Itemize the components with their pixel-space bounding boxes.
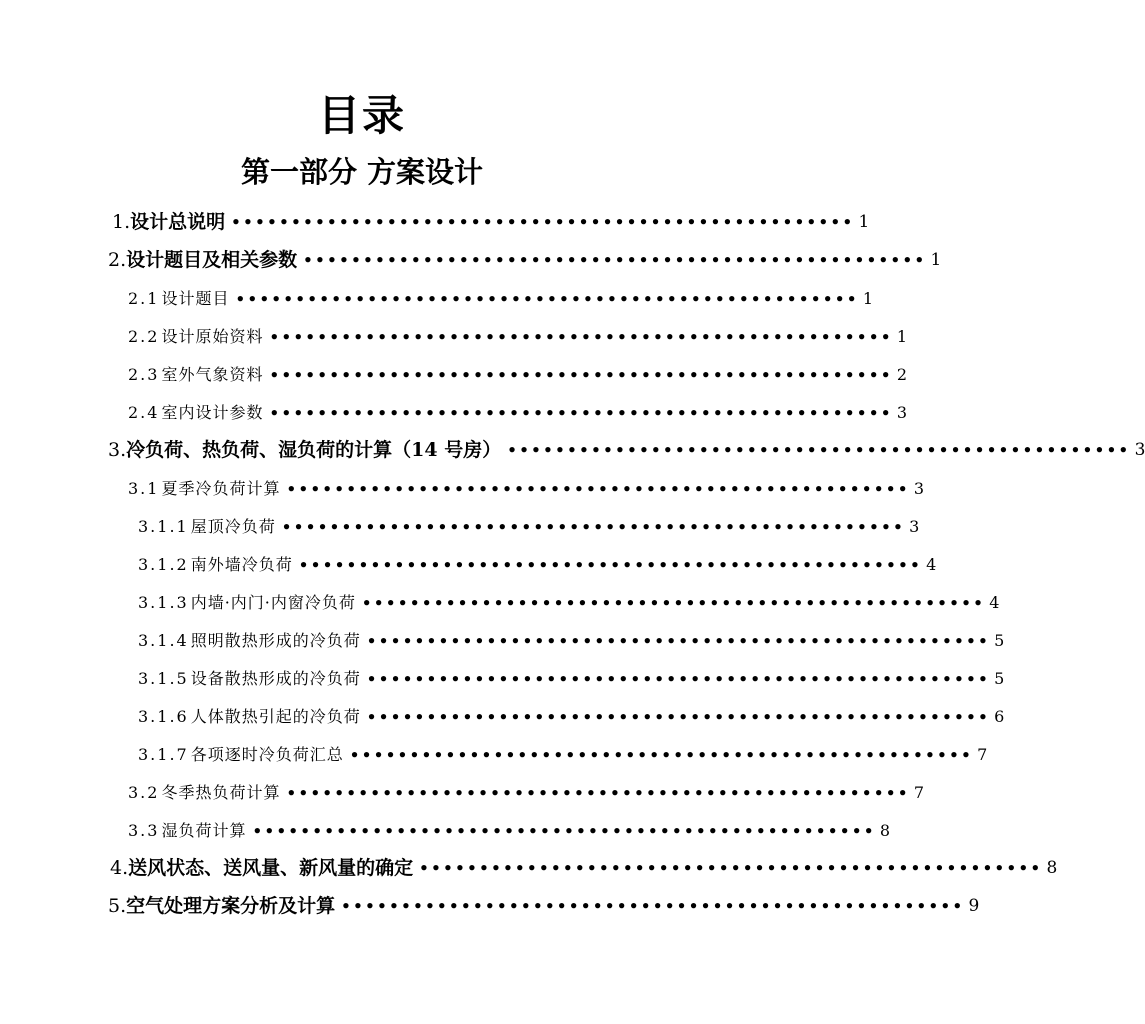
toc-label: 人体散热引起的冷负荷 bbox=[190, 707, 361, 726]
toc-label: 屋顶冷负荷 bbox=[190, 517, 276, 536]
toc-label: 设计原始资料 bbox=[161, 327, 264, 346]
toc-page-number: 1 bbox=[858, 212, 870, 232]
toc-entry[interactable] bbox=[128, 359, 908, 387]
toc-label: 空气处理方案分析及计算 bbox=[126, 895, 336, 917]
toc-entry[interactable] bbox=[138, 625, 1005, 653]
toc-label: 内墙·内门·内窗冷负荷 bbox=[190, 593, 356, 612]
toc-entry[interactable] bbox=[108, 435, 1145, 463]
toc-page-number: 3 bbox=[896, 403, 908, 422]
toc-page-number: 5 bbox=[994, 631, 1005, 650]
toc-page-number: 1 bbox=[862, 289, 874, 308]
toc-entry[interactable] bbox=[138, 549, 937, 577]
toc-page-number: 7 bbox=[977, 745, 988, 764]
toc-label: 夏季冷负荷计算 bbox=[161, 479, 281, 498]
toc-entry[interactable] bbox=[108, 245, 942, 273]
toc-page-number: 2 bbox=[896, 365, 908, 384]
toc-leader-dots: •••••••••••••••••••••••••••••••••••••••••••••••••••• bbox=[231, 213, 855, 231]
toc-page-number: 1 bbox=[930, 250, 942, 270]
toc-number: 5. bbox=[108, 895, 127, 917]
toc-leader-dots: •••••••••••••••••••••••••••••••••••••••••••••••••••• bbox=[269, 366, 893, 384]
toc-page-number: 5 bbox=[994, 669, 1005, 688]
toc-number: 4. bbox=[110, 857, 129, 879]
toc-label: 室内设计参数 bbox=[161, 403, 264, 422]
toc-leader-dots: •••••••••••••••••••••••••••••••••••••••••••••••••••• bbox=[252, 822, 876, 840]
toc-label: 设计题目及相关参数 bbox=[126, 249, 298, 271]
toc-entry[interactable] bbox=[128, 283, 874, 311]
toc-label: 湿负荷计算 bbox=[161, 821, 247, 840]
toc-number: 2.3 bbox=[128, 365, 160, 384]
toc-number: 3.1.2 bbox=[138, 555, 189, 574]
toc-label: 室外气象资料 bbox=[161, 365, 264, 384]
toc-entry[interactable] bbox=[128, 473, 925, 501]
toc-label: 各项逐时冷负荷汇总 bbox=[190, 745, 344, 764]
toc-number: 3.1.6 bbox=[138, 707, 189, 726]
toc-number: 2. bbox=[108, 249, 127, 271]
toc-page-number: 4 bbox=[926, 555, 937, 574]
toc-label: 设计题目 bbox=[161, 289, 230, 308]
toc-leader-dots: •••••••••••••••••••••••••••••••••••••••••••••••••••• bbox=[341, 897, 965, 915]
toc-entry[interactable] bbox=[138, 701, 1005, 729]
toc-leader-dots: •••••••••••••••••••••••••••••••••••••••••••••••••••• bbox=[286, 480, 910, 498]
toc-leader-dots: •••••••••••••••••••••••••••••••••••••••••••••••••••• bbox=[419, 859, 1043, 877]
toc-leader-dots: •••••••••••••••••••••••••••••••••••••••••••••••••••• bbox=[507, 441, 1131, 459]
toc-number: 3.1.3 bbox=[138, 593, 189, 612]
toc-number: 3.3 bbox=[128, 821, 160, 840]
toc-leader-dots: •••••••••••••••••••••••••••••••••••••••••••••••••••• bbox=[349, 746, 974, 764]
toc-leader-dots: •••••••••••••••••••••••••••••••••••••••••••••••••••• bbox=[298, 556, 923, 574]
toc-leader-dots: •••••••••••••••••••••••••••••••••••••••••••••••••••• bbox=[269, 328, 893, 346]
toc-entry[interactable] bbox=[138, 587, 1000, 615]
toc-entry[interactable] bbox=[128, 321, 908, 349]
toc-page-number: 8 bbox=[1046, 858, 1058, 878]
toc-leader-dots: •••••••••••••••••••••••••••••••••••••••••••••••••••• bbox=[361, 594, 986, 612]
toc-number: 2.1 bbox=[128, 289, 160, 308]
toc-label: 照明散热形成的冷负荷 bbox=[190, 631, 361, 650]
toc-label: 冷负荷、热负荷、湿负荷的计算（14 号房） bbox=[126, 439, 502, 461]
toc-page-number: 6 bbox=[994, 707, 1005, 726]
toc-page-number: 7 bbox=[913, 783, 925, 802]
toc-entry[interactable] bbox=[138, 511, 920, 539]
toc-page-number: 3 bbox=[913, 479, 925, 498]
toc-number: 3.1.7 bbox=[138, 745, 189, 764]
toc-label: 冬季热负荷计算 bbox=[161, 783, 281, 802]
toc-number: 1. bbox=[112, 211, 131, 233]
toc-entry[interactable] bbox=[128, 815, 891, 843]
toc-number: 3. bbox=[108, 439, 127, 461]
toc-number: 3.2 bbox=[128, 783, 160, 802]
toc-page-number: 3 bbox=[909, 517, 920, 536]
toc-entry[interactable] bbox=[112, 207, 870, 235]
toc-page-number: 4 bbox=[989, 593, 1000, 612]
toc-leader-dots: •••••••••••••••••••••••••••••••••••••••••••••••••••• bbox=[366, 670, 991, 688]
toc-page-number: 8 bbox=[879, 821, 891, 840]
toc-number: 3.1.5 bbox=[138, 669, 189, 688]
toc-leader-dots: •••••••••••••••••••••••••••••••••••••••••••••••••••• bbox=[286, 784, 910, 802]
toc-page-number: 1 bbox=[896, 327, 908, 346]
toc-leader-dots: •••••••••••••••••••••••••••••••••••••••••••••••••••• bbox=[269, 404, 893, 422]
toc-label: 设备散热形成的冷负荷 bbox=[190, 669, 361, 688]
toc-number: 3.1.1 bbox=[138, 517, 189, 536]
toc-label: 南外墙冷负荷 bbox=[190, 555, 293, 574]
toc-leader-dots: •••••••••••••••••••••••••••••••••••••••••••••••••••• bbox=[235, 290, 859, 308]
toc-number: 3.1.4 bbox=[138, 631, 189, 650]
section-heading: 第一部分 方案设计 bbox=[240, 155, 484, 189]
toc-entry[interactable] bbox=[138, 739, 988, 767]
toc-number: 3.1 bbox=[128, 479, 160, 498]
toc-label: 送风状态、送风量、新风量的确定 bbox=[128, 857, 414, 879]
toc-entry[interactable] bbox=[108, 891, 980, 919]
toc-number: 2.2 bbox=[128, 327, 160, 346]
toc-entry[interactable] bbox=[128, 397, 908, 425]
toc-entry[interactable] bbox=[128, 777, 925, 805]
toc-page-number: 9 bbox=[968, 896, 980, 916]
toc-leader-dots: •••••••••••••••••••••••••••••••••••••••••••••••••••• bbox=[303, 251, 927, 269]
toc-number: 2.4 bbox=[128, 403, 160, 422]
toc-entry[interactable] bbox=[110, 853, 1058, 881]
toc-leader-dots: •••••••••••••••••••••••••••••••••••••••••••••••••••• bbox=[281, 518, 906, 536]
toc-label: 设计总说明 bbox=[130, 211, 226, 233]
toc-page-number: 3 bbox=[1134, 440, 1145, 460]
toc-leader-dots: •••••••••••••••••••••••••••••••••••••••••••••••••••• bbox=[366, 632, 991, 650]
toc-entry[interactable] bbox=[138, 663, 1005, 691]
page-title: 目录 bbox=[317, 91, 406, 140]
toc-leader-dots: •••••••••••••••••••••••••••••••••••••••••••••••••••• bbox=[366, 708, 991, 726]
